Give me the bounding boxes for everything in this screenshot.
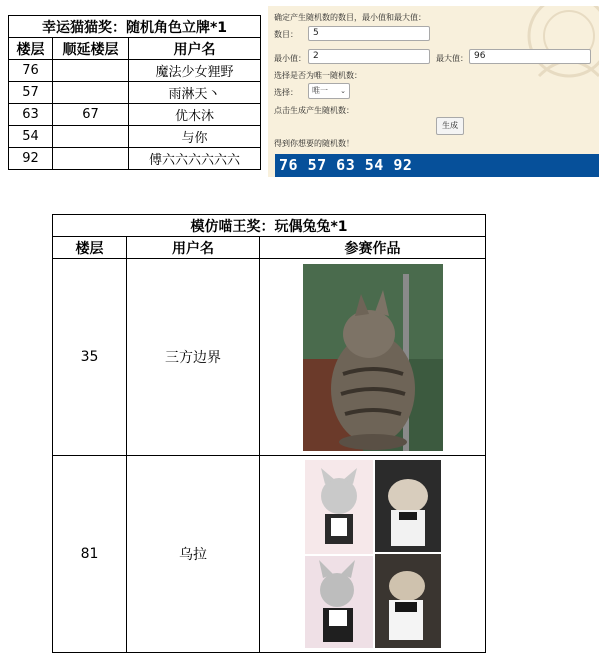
floor-cell: 92 [9, 148, 53, 170]
column-header-floor: 楼层 [53, 237, 127, 259]
floor-cell: 81 [53, 456, 127, 653]
table-title: 幸运猫猫奖：随机角色立牌*1 [9, 16, 261, 38]
username-cell: 雨淋天丶 [129, 82, 261, 104]
floor-cell: 57 [9, 82, 53, 104]
column-header-next-floor: 顺延楼层 [53, 38, 129, 60]
table-title: 模仿喵王奖：玩偶兔兔*1 [53, 215, 486, 237]
next-floor-cell: 67 [53, 104, 129, 126]
random-number-generator [268, 6, 599, 177]
floor-cell: 35 [53, 259, 127, 456]
table-row [53, 259, 486, 456]
username-cell: 魔法少女狸野 [129, 60, 261, 82]
result-output: 76 57 63 54 92 [275, 154, 599, 177]
username-cell: 傅六六六六六六 [129, 148, 261, 170]
username-cell: 乌拉 [127, 456, 260, 653]
next-floor-cell [53, 148, 129, 170]
floor-cell: 76 [9, 60, 53, 82]
decorative-pattern [479, 6, 599, 126]
max-label: 最大值： [436, 54, 468, 63]
entry-cell [260, 456, 486, 653]
table-row [53, 456, 486, 653]
table-row [9, 148, 261, 170]
lucky-cat-award-table [8, 15, 261, 170]
floor-cell: 63 [9, 104, 53, 126]
column-header-username: 用户名 [127, 237, 260, 259]
cat-photo [303, 264, 443, 451]
column-header-floor: 楼层 [9, 38, 53, 60]
result-label: 得到你想要的随机数！ [274, 139, 354, 148]
table-row [9, 104, 261, 126]
entry-cell [260, 259, 486, 456]
generate-button[interactable]: 生成 [436, 117, 464, 135]
imitation-cat-award-table [52, 214, 486, 653]
unique-select-value: 唯一 [312, 86, 328, 95]
table-row [9, 82, 261, 104]
table-row [9, 126, 261, 148]
next-floor-cell [53, 82, 129, 104]
instruction-text: 确定产生随机数的数目，最小值和最大值： [274, 13, 426, 22]
min-label: 最小值： [274, 54, 306, 63]
column-header-username: 用户名 [129, 38, 261, 60]
floor-cell: 54 [9, 126, 53, 148]
max-input[interactable]: 96 [469, 49, 591, 64]
next-floor-cell [53, 60, 129, 82]
select-label: 选择： [274, 88, 298, 97]
username-cell: 优木沐 [129, 104, 261, 126]
username-cell: 三方边界 [127, 259, 260, 456]
count-label: 数目： [274, 30, 298, 39]
username-cell: 与你 [129, 126, 261, 148]
min-input[interactable]: 2 [308, 49, 430, 64]
click-hint-text: 点击生成产生随机数： [274, 106, 354, 115]
table-row [9, 60, 261, 82]
chevron-down-icon: ⌄ [340, 87, 346, 95]
unique-question-text: 选择是否为唯一随机数： [274, 71, 362, 80]
next-floor-cell [53, 126, 129, 148]
column-header-entry: 参赛作品 [260, 237, 486, 259]
maid-cat-collage [305, 460, 441, 648]
unique-select[interactable] [308, 83, 350, 99]
count-input[interactable]: 5 [308, 26, 430, 41]
